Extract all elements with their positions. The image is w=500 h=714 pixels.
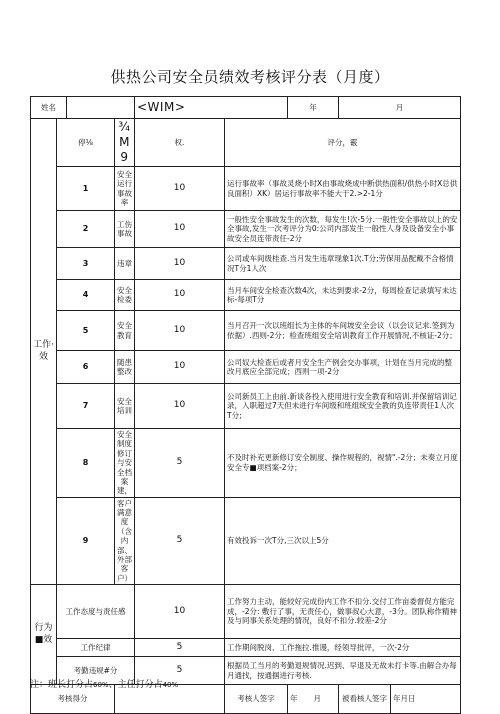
behavior-weight: 5 — [135, 639, 225, 657]
item-number: 1 — [57, 167, 115, 211]
item-number: 9 — [57, 497, 115, 584]
name-value[interactable]: <WIM> — [135, 97, 288, 119]
col-criteria-header: 评分，霰 — [225, 119, 461, 167]
work-item-row — [31, 167, 461, 211]
item-criteria: 有效投诉一次T分,三次以上5分 — [225, 497, 461, 584]
date-month-label: 月 — [313, 694, 321, 704]
item-weight: 5 — [135, 497, 225, 584]
item-name: 安全制度修订与安全档案建， — [115, 429, 135, 498]
item-criteria: 公司新员工上由前.新谈各投入使用进行安全教育和培训.并保留培训记录，入职超过7天但未进行车间级和班组统安全教的负连带责任1人次T分; — [225, 384, 461, 429]
behavior-criteria: 工作期间脱岗、工作拖拉.推谩，经领导批评，一次-2分 — [225, 639, 461, 657]
note-prefix: 注：班长打分占 — [30, 680, 94, 690]
section-behavior-label: 行为■效 — [31, 585, 57, 685]
item-criteria: 不及时补充更新修订安全制度、操作规程的，视情".-2分；未奏立月度安全专■项档案-2分； — [225, 429, 461, 498]
item-weight: 10 — [135, 384, 225, 429]
month-label: 月 — [339, 97, 461, 119]
form-title: 供热公司安全员绩效考核评分表（月度） — [110, 68, 390, 86]
name-blank[interactable] — [67, 97, 135, 119]
item-name: 安全运行事故率 — [115, 167, 135, 211]
item-name: 随患整改 — [115, 351, 135, 384]
item-criteria: 公司或车间级桂查.当月发生违章现象1次.T分;劳保用品配戴不合格情况T分1人次 — [225, 248, 461, 280]
item-name: 安全培训 — [115, 384, 135, 429]
note-mid: 、主任打分占 — [108, 680, 163, 690]
item-number: 2 — [57, 211, 115, 248]
behavior-weight: 10 — [135, 585, 225, 639]
item-number: 6 — [57, 351, 115, 384]
item-number: 5 — [57, 311, 115, 351]
item-weight: 5 — [135, 429, 225, 498]
year-label: 年 — [288, 97, 339, 119]
work-item-row — [31, 384, 461, 429]
assessee-label: 被看核人签字 — [339, 685, 391, 714]
work-item-row — [31, 248, 461, 280]
work-item-row — [31, 211, 461, 248]
work-item-row — [31, 311, 461, 351]
item-name: 客户满意度（含内部、外部客户） — [115, 497, 135, 584]
signer-label: 考核人签字 — [225, 685, 288, 714]
evaluation-table — [30, 96, 461, 714]
col-weight-header: 权. — [135, 119, 225, 167]
work-item-row — [31, 280, 461, 311]
work-item-row — [31, 351, 461, 384]
note-percent-director: 40% — [162, 681, 179, 689]
signer-date[interactable] — [288, 685, 339, 714]
col-item-header: ¾M9 — [115, 119, 135, 167]
behavior-item-row — [31, 585, 461, 639]
work-item-row — [31, 497, 461, 584]
item-name: 安全检委 — [115, 280, 135, 311]
item-name: 安全教育 — [115, 311, 135, 351]
item-name: 工伤事故 — [115, 211, 135, 248]
item-criteria: 一般性安全事故发生的次数，每发生!次-5分.一般性安全事故以上的安全事故,发生一次考评分为0:公司内部发生一般性人身及设备安全小事故安全员连带责任-2分 — [225, 211, 461, 248]
behavior-name: 考勤违规#分 — [57, 657, 135, 685]
item-weight: 10 — [135, 211, 225, 248]
item-number: 8 — [57, 429, 115, 498]
date-year-label: 年 — [290, 694, 298, 704]
behavior-criteria: 工作努力主动，能较好完成份内工作不扣分.交付工作亩委督促方能完成，-2分: 敷行了事，无责任心，做事叔心大意，-3分。团队称作精神及与同事关系处理的情况，良好不扣分.较差-2分 — [225, 585, 461, 639]
item-name: 违章 — [115, 248, 135, 280]
item-weight: 10 — [135, 351, 225, 384]
item-criteria: 运行事故率（事故灵烧小时X由事故烧成中断供热面积/供热小时X总供良面积）XK）居运行事故率不能大于2.>2-1分 — [225, 167, 461, 211]
note-percent-leader: 60% — [93, 681, 109, 689]
behavior-name: 工作态度与责任感 — [57, 585, 135, 639]
name-label: 姓名 — [31, 97, 67, 119]
footnote — [30, 677, 178, 690]
assessee-date[interactable]: 年月日 — [391, 685, 461, 714]
item-criteria: 当月车间安全检查次数4次，未达到要求-2分，每周检查记录填写未达标-每项T分 — [225, 280, 461, 311]
item-number: 3 — [57, 248, 115, 280]
score-label: 考核得分 — [31, 685, 115, 714]
behavior-criteria: 根据员工当月的考勤退规情况.迟到、早退及无故未打卡等.由解合办每月通找，按通掴进行考核. — [225, 657, 461, 685]
behavior-weight: 5 — [135, 657, 225, 685]
behavior-item-row — [31, 639, 461, 657]
item-number: 7 — [57, 384, 115, 429]
item-weight: 10 — [135, 311, 225, 351]
item-weight: 10 — [135, 248, 225, 280]
work-item-row — [31, 429, 461, 498]
section-work-label: 工作·效 — [31, 119, 57, 585]
behavior-name: 工作纪律 — [57, 639, 135, 657]
item-weight: 10 — [135, 167, 225, 211]
item-criteria: 公司奴大检查后或者月安全生产例会交办事项，计划在当月完成的整改月底应全部完成；西则一项-2分 — [225, 351, 461, 384]
col-seq-header: 停⅛ — [57, 119, 115, 167]
item-weight: 10 — [135, 280, 225, 311]
item-number: 4 — [57, 280, 115, 311]
item-criteria: 当月召开一次以班组长为主体的车间坡安全会议（以会议记求.签到为依据）.西则-2分；检查班组安全培训教育工作开展情况,不核证-2分； — [225, 311, 461, 351]
